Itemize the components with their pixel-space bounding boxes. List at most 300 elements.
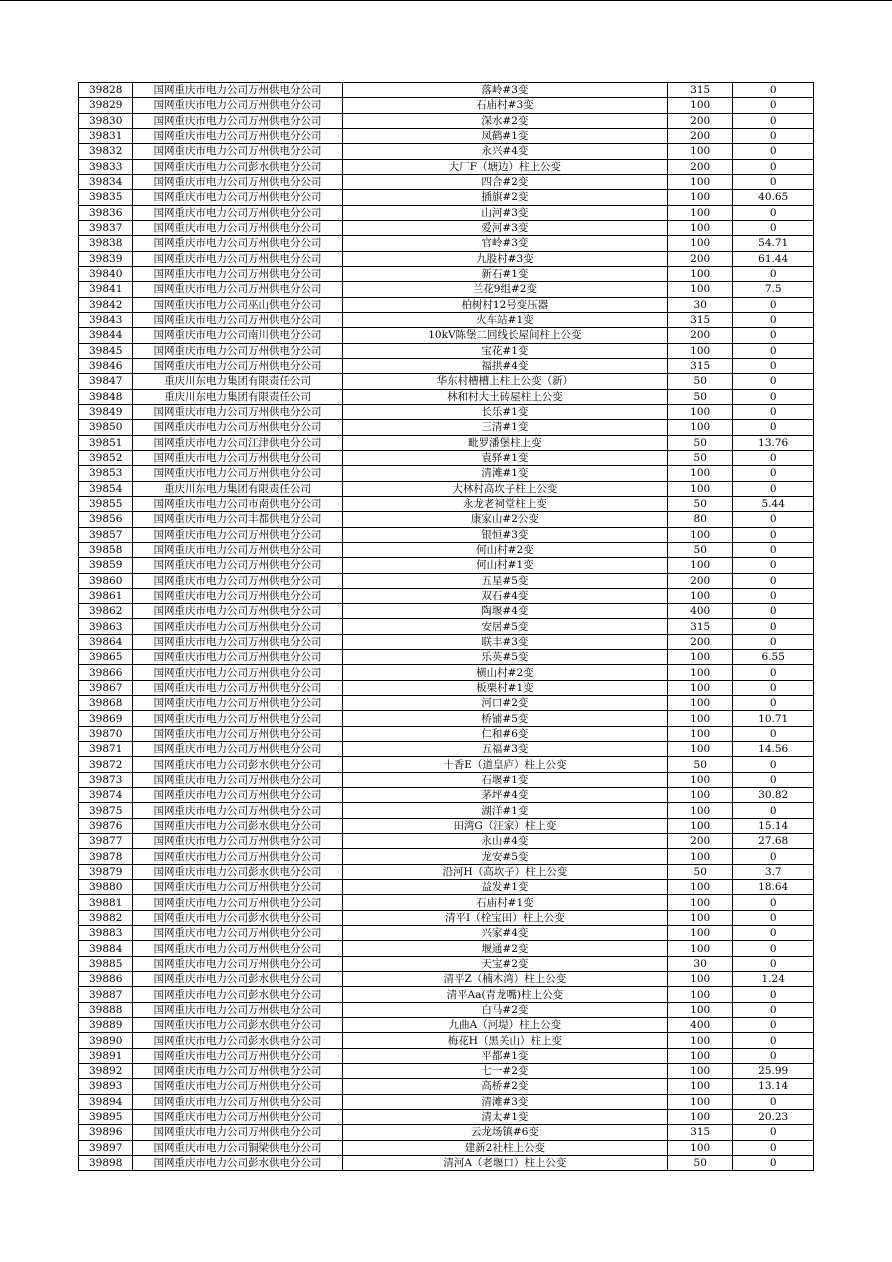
capacity-cell: 100 xyxy=(667,818,732,833)
table-row xyxy=(79,972,814,987)
table-row xyxy=(79,1048,814,1063)
row-id-cell: 39880 xyxy=(79,880,133,895)
transformer-name-cell: 河口#2变 xyxy=(342,696,667,711)
transformer-name-cell: 五福#3变 xyxy=(342,742,667,757)
capacity-cell: 100 xyxy=(667,680,732,695)
capacity-cell: 100 xyxy=(667,1033,732,1048)
row-id-cell: 39832 xyxy=(79,144,133,159)
table-row xyxy=(79,1064,814,1079)
company-cell: 国网重庆市电力公司彭水供电分公司 xyxy=(133,1018,342,1033)
transformer-name-cell: 康家山#2公变 xyxy=(342,512,667,527)
table-row xyxy=(79,358,814,373)
capacity-cell: 315 xyxy=(667,619,732,634)
row-id-cell: 39882 xyxy=(79,910,133,925)
transformer-name-cell: 福拱#4变 xyxy=(342,358,667,373)
table-row xyxy=(79,1155,814,1170)
table-row xyxy=(79,864,814,879)
capacity-cell: 50 xyxy=(667,542,732,557)
value-cell: 0 xyxy=(733,113,814,128)
value-cell: 0 xyxy=(733,941,814,956)
company-cell: 国网重庆市电力公司万州供电分公司 xyxy=(133,680,342,695)
value-cell: 0 xyxy=(733,757,814,772)
company-cell: 国网重庆市电力公司万州供电分公司 xyxy=(133,174,342,189)
value-cell: 0 xyxy=(733,680,814,695)
row-id-cell: 39871 xyxy=(79,742,133,757)
company-cell: 国网重庆市电力公司万州供电分公司 xyxy=(133,404,342,419)
company-cell: 国网重庆市电力公司万州供电分公司 xyxy=(133,1064,342,1079)
company-cell: 国网重庆市电力公司万州供电分公司 xyxy=(133,650,342,665)
table-row xyxy=(79,619,814,634)
capacity-cell: 50 xyxy=(667,450,732,465)
company-cell: 国网重庆市电力公司万州供电分公司 xyxy=(133,420,342,435)
company-cell: 国网重庆市电力公司万州供电分公司 xyxy=(133,128,342,143)
company-cell: 国网重庆市电力公司彭水供电分公司 xyxy=(133,864,342,879)
row-id-cell: 39887 xyxy=(79,987,133,1002)
value-cell: 0 xyxy=(733,634,814,649)
value-cell: 20.23 xyxy=(733,1109,814,1124)
company-cell: 国网重庆市电力公司万州供电分公司 xyxy=(133,742,342,757)
table-row xyxy=(79,343,814,358)
page-top-rule xyxy=(0,0,892,1)
table-row xyxy=(79,803,814,818)
transformer-name-cell: 长乐#1变 xyxy=(342,404,667,419)
capacity-cell: 100 xyxy=(667,1048,732,1063)
company-cell: 国网重庆市电力公司彭水供电分公司 xyxy=(133,159,342,174)
company-cell: 国网重庆市电力公司万州供电分公司 xyxy=(133,113,342,128)
value-cell: 0 xyxy=(733,328,814,343)
value-cell: 0 xyxy=(733,404,814,419)
capacity-cell: 100 xyxy=(667,1064,732,1079)
capacity-cell: 100 xyxy=(667,972,732,987)
value-cell: 5.44 xyxy=(733,496,814,511)
transformer-name-cell: 高桥#2变 xyxy=(342,1079,667,1094)
value-cell: 14.56 xyxy=(733,742,814,757)
row-id-cell: 39854 xyxy=(79,481,133,496)
value-cell: 0 xyxy=(733,772,814,787)
table-row xyxy=(79,435,814,450)
table-row xyxy=(79,1079,814,1094)
row-id-cell: 39868 xyxy=(79,696,133,711)
capacity-cell: 400 xyxy=(667,1018,732,1033)
transformer-name-cell: 山河#3变 xyxy=(342,205,667,220)
row-id-cell: 39859 xyxy=(79,558,133,573)
transformer-name-cell: 联丰#3变 xyxy=(342,634,667,649)
company-cell: 国网重庆市电力公司万州供电分公司 xyxy=(133,558,342,573)
value-cell: 0 xyxy=(733,1140,814,1155)
company-cell: 国网重庆市电力公司彭水供电分公司 xyxy=(133,818,342,833)
transformer-name-cell: 平都#1变 xyxy=(342,1048,667,1063)
company-cell: 国网重庆市电力公司市南供电分公司 xyxy=(133,496,342,511)
table-row xyxy=(79,466,814,481)
table-row xyxy=(79,512,814,527)
company-cell: 国网重庆市电力公司万州供电分公司 xyxy=(133,312,342,327)
capacity-cell: 100 xyxy=(667,588,732,603)
transformer-name-cell: 九股村#3变 xyxy=(342,251,667,266)
transformer-name-cell: 天宝#2变 xyxy=(342,956,667,971)
transformer-name-cell: 凤鹤#1变 xyxy=(342,128,667,143)
transformer-name-cell: 清平Z（楠木湾）柱上公变 xyxy=(342,972,667,987)
company-cell: 国网重庆市电力公司彭水供电分公司 xyxy=(133,1155,342,1170)
row-id-cell: 39856 xyxy=(79,512,133,527)
capacity-cell: 200 xyxy=(667,113,732,128)
capacity-cell: 200 xyxy=(667,159,732,174)
table-row xyxy=(79,282,814,297)
value-cell: 0 xyxy=(733,420,814,435)
transformer-name-cell: 双石#4变 xyxy=(342,588,667,603)
transformer-name-cell: 安居#5变 xyxy=(342,619,667,634)
company-cell: 国网重庆市电力公司万州供电分公司 xyxy=(133,466,342,481)
table-row xyxy=(79,236,814,251)
transformer-name-cell: 陶堰#4变 xyxy=(342,604,667,619)
value-cell: 0 xyxy=(733,1048,814,1063)
table-row xyxy=(79,190,814,205)
company-cell: 国网重庆市电力公司万州供电分公司 xyxy=(133,1048,342,1063)
table-row xyxy=(79,404,814,419)
value-cell: 0 xyxy=(733,1033,814,1048)
company-cell: 国网重庆市电力公司万州供电分公司 xyxy=(133,1125,342,1140)
company-cell: 国网重庆市电力公司万州供电分公司 xyxy=(133,236,342,251)
value-cell: 0 xyxy=(733,174,814,189)
capacity-cell: 200 xyxy=(667,328,732,343)
row-id-cell: 39830 xyxy=(79,113,133,128)
table-row xyxy=(79,542,814,557)
value-cell: 54.71 xyxy=(733,236,814,251)
table-row xyxy=(79,496,814,511)
table-row xyxy=(79,818,814,833)
table-row xyxy=(79,144,814,159)
row-id-cell: 39831 xyxy=(79,128,133,143)
table-row xyxy=(79,880,814,895)
value-cell: 0 xyxy=(733,696,814,711)
row-id-cell: 39849 xyxy=(79,404,133,419)
company-cell: 国网重庆市电力公司铜梁供电分公司 xyxy=(133,1140,342,1155)
company-cell: 国网重庆市电力公司万州供电分公司 xyxy=(133,956,342,971)
row-id-cell: 39886 xyxy=(79,972,133,987)
company-cell: 国网重庆市电力公司万州供电分公司 xyxy=(133,788,342,803)
transformer-name-cell: 梅花H（黑关山）柱上变 xyxy=(342,1033,667,1048)
value-cell: 0 xyxy=(733,573,814,588)
transformer-name-cell: 横山村#2变 xyxy=(342,665,667,680)
table-row xyxy=(79,128,814,143)
table-row xyxy=(79,312,814,327)
value-cell: 0 xyxy=(733,159,814,174)
table-row xyxy=(79,573,814,588)
table-row xyxy=(79,374,814,389)
row-id-cell: 39858 xyxy=(79,542,133,557)
table-row xyxy=(79,634,814,649)
value-cell: 0 xyxy=(733,1094,814,1109)
company-cell: 重庆川东电力集团有限责任公司 xyxy=(133,389,342,404)
company-cell: 国网重庆市电力公司万州供电分公司 xyxy=(133,895,342,910)
table-row xyxy=(79,604,814,619)
company-cell: 国网重庆市电力公司万州供电分公司 xyxy=(133,803,342,818)
company-cell: 国网重庆市电力公司万州供电分公司 xyxy=(133,880,342,895)
table-row xyxy=(79,113,814,128)
company-cell: 国网重庆市电力公司巫山供电分公司 xyxy=(133,297,342,312)
transformer-name-cell: 仁和#6变 xyxy=(342,726,667,741)
company-cell: 国网重庆市电力公司彭水供电分公司 xyxy=(133,972,342,987)
row-id-cell: 39892 xyxy=(79,1064,133,1079)
table-row xyxy=(79,159,814,174)
capacity-cell: 100 xyxy=(667,1094,732,1109)
company-cell: 国网重庆市电力公司万州供电分公司 xyxy=(133,98,342,113)
transformer-table xyxy=(78,82,814,1171)
capacity-cell: 50 xyxy=(667,389,732,404)
transformer-name-cell: 华东村槽槽上柱上公变（新） xyxy=(342,374,667,389)
capacity-cell: 100 xyxy=(667,696,732,711)
table-row xyxy=(79,941,814,956)
value-cell: 0 xyxy=(733,358,814,373)
company-cell: 国网重庆市电力公司万州供电分公司 xyxy=(133,83,342,98)
capacity-cell: 100 xyxy=(667,987,732,1002)
value-cell: 0 xyxy=(733,604,814,619)
row-id-cell: 39848 xyxy=(79,389,133,404)
table-row xyxy=(79,98,814,113)
row-id-cell: 39884 xyxy=(79,941,133,956)
table-row xyxy=(79,696,814,711)
row-id-cell: 39860 xyxy=(79,573,133,588)
company-cell: 国网重庆市电力公司万州供电分公司 xyxy=(133,205,342,220)
row-id-cell: 39874 xyxy=(79,788,133,803)
transformer-name-cell: 落岭#3变 xyxy=(342,83,667,98)
row-id-cell: 39893 xyxy=(79,1079,133,1094)
transformer-name-cell: 五星#5变 xyxy=(342,573,667,588)
table-row xyxy=(79,895,814,910)
transformer-name-cell: 龙安#5变 xyxy=(342,849,667,864)
row-id-cell: 39863 xyxy=(79,619,133,634)
company-cell: 国网重庆市电力公司万州供电分公司 xyxy=(133,588,342,603)
transformer-name-cell: 深水#2变 xyxy=(342,113,667,128)
capacity-cell: 200 xyxy=(667,634,732,649)
table-row xyxy=(79,711,814,726)
table-row xyxy=(79,742,814,757)
company-cell: 国网重庆市电力公司万州供电分公司 xyxy=(133,573,342,588)
value-cell: 0 xyxy=(733,128,814,143)
value-cell: 0 xyxy=(733,895,814,910)
capacity-cell: 100 xyxy=(667,190,732,205)
row-id-cell: 39833 xyxy=(79,159,133,174)
company-cell: 国网重庆市电力公司万州供电分公司 xyxy=(133,772,342,787)
table-row xyxy=(79,205,814,220)
transformer-name-cell: 益发#1变 xyxy=(342,880,667,895)
value-cell: 0 xyxy=(733,312,814,327)
row-id-cell: 39836 xyxy=(79,205,133,220)
company-cell: 国网重庆市电力公司万州供电分公司 xyxy=(133,634,342,649)
capacity-cell: 100 xyxy=(667,650,732,665)
value-cell: 0 xyxy=(733,343,814,358)
table-row xyxy=(79,297,814,312)
table-row xyxy=(79,849,814,864)
transformer-name-cell: 石庙村#1变 xyxy=(342,895,667,910)
company-cell: 国网重庆市电力公司万州供电分公司 xyxy=(133,527,342,542)
company-cell: 国网重庆市电力公司万州供电分公司 xyxy=(133,358,342,373)
row-id-cell: 39850 xyxy=(79,420,133,435)
transformer-name-cell: 七一#2变 xyxy=(342,1064,667,1079)
table-row xyxy=(79,665,814,680)
row-id-cell: 39844 xyxy=(79,328,133,343)
transformer-name-cell: 四合#2变 xyxy=(342,174,667,189)
table-row xyxy=(79,987,814,1002)
value-cell: 1.24 xyxy=(733,972,814,987)
company-cell: 国网重庆市电力公司万州供电分公司 xyxy=(133,1002,342,1017)
table-row xyxy=(79,910,814,925)
company-cell: 国网重庆市电力公司彭水供电分公司 xyxy=(133,910,342,925)
table-body xyxy=(79,83,814,1171)
capacity-cell: 100 xyxy=(667,1109,732,1124)
value-cell: 0 xyxy=(733,83,814,98)
table-row xyxy=(79,83,814,98)
company-cell: 国网重庆市电力公司万州供电分公司 xyxy=(133,941,342,956)
company-cell: 国网重庆市电力公司丰都供电分公司 xyxy=(133,512,342,527)
table-row xyxy=(79,926,814,941)
company-cell: 国网重庆市电力公司万州供电分公司 xyxy=(133,220,342,235)
value-cell: 0 xyxy=(733,1002,814,1017)
transformer-name-cell: 九曲A（河堤）柱上公变 xyxy=(342,1018,667,1033)
capacity-cell: 100 xyxy=(667,849,732,864)
transformer-name-cell: 石庙村#3变 xyxy=(342,98,667,113)
value-cell: 0 xyxy=(733,1018,814,1033)
value-cell: 0 xyxy=(733,205,814,220)
value-cell: 0 xyxy=(733,542,814,557)
capacity-cell: 100 xyxy=(667,266,732,281)
company-cell: 国网重庆市电力公司万州供电分公司 xyxy=(133,1109,342,1124)
table-row xyxy=(79,757,814,772)
value-cell: 40.65 xyxy=(733,190,814,205)
row-id-cell: 39872 xyxy=(79,757,133,772)
row-id-cell: 39864 xyxy=(79,634,133,649)
value-cell: 0 xyxy=(733,588,814,603)
capacity-cell: 100 xyxy=(667,941,732,956)
row-id-cell: 39839 xyxy=(79,251,133,266)
capacity-cell: 100 xyxy=(667,1079,732,1094)
company-cell: 国网重庆市电力公司万州供电分公司 xyxy=(133,619,342,634)
transformer-name-cell: 三清#1变 xyxy=(342,420,667,435)
row-id-cell: 39869 xyxy=(79,711,133,726)
row-id-cell: 39896 xyxy=(79,1125,133,1140)
row-id-cell: 39875 xyxy=(79,803,133,818)
row-id-cell: 39867 xyxy=(79,680,133,695)
row-id-cell: 39855 xyxy=(79,496,133,511)
row-id-cell: 39846 xyxy=(79,358,133,373)
capacity-cell: 100 xyxy=(667,236,732,251)
row-id-cell: 39885 xyxy=(79,956,133,971)
capacity-cell: 315 xyxy=(667,312,732,327)
capacity-cell: 200 xyxy=(667,834,732,849)
company-cell: 国网重庆市电力公司万州供电分公司 xyxy=(133,1079,342,1094)
table-row xyxy=(79,1033,814,1048)
transformer-name-cell: 石堰#1变 xyxy=(342,772,667,787)
table-row xyxy=(79,266,814,281)
capacity-cell: 100 xyxy=(667,726,732,741)
transformer-name-cell: 桥铺#5变 xyxy=(342,711,667,726)
transformer-name-cell: 沿河H（高坎子）柱上公变 xyxy=(342,864,667,879)
row-id-cell: 39888 xyxy=(79,1002,133,1017)
capacity-cell: 50 xyxy=(667,374,732,389)
transformer-name-cell: 清平I（栓宝田）柱上公变 xyxy=(342,910,667,925)
value-cell: 15.14 xyxy=(733,818,814,833)
value-cell: 0 xyxy=(733,956,814,971)
value-cell: 0 xyxy=(733,849,814,864)
capacity-cell: 100 xyxy=(667,205,732,220)
row-id-cell: 39861 xyxy=(79,588,133,603)
company-cell: 国网重庆市电力公司万州供电分公司 xyxy=(133,251,342,266)
company-cell: 国网重庆市电力公司万州供电分公司 xyxy=(133,190,342,205)
row-id-cell: 39852 xyxy=(79,450,133,465)
value-cell: 6.55 xyxy=(733,650,814,665)
value-cell: 0 xyxy=(733,481,814,496)
table-row xyxy=(79,389,814,404)
company-cell: 国网重庆市电力公司万州供电分公司 xyxy=(133,696,342,711)
row-id-cell: 39881 xyxy=(79,895,133,910)
transformer-name-cell: 堰通#2变 xyxy=(342,941,667,956)
transformer-name-cell: 何山村#1变 xyxy=(342,558,667,573)
table-row xyxy=(79,558,814,573)
company-cell: 国网重庆市电力公司万州供电分公司 xyxy=(133,542,342,557)
capacity-cell: 315 xyxy=(667,1125,732,1140)
capacity-cell: 100 xyxy=(667,420,732,435)
table-row xyxy=(79,174,814,189)
transformer-name-cell: 板栗村#1变 xyxy=(342,680,667,695)
transformer-name-cell: 永兴#4变 xyxy=(342,144,667,159)
transformer-name-cell: 清平Aa(青龙嘴)柱上公变 xyxy=(342,987,667,1002)
capacity-cell: 100 xyxy=(667,665,732,680)
company-cell: 国网重庆市电力公司万州供电分公司 xyxy=(133,711,342,726)
company-cell: 国网重庆市电力公司江津供电分公司 xyxy=(133,435,342,450)
value-cell: 3.7 xyxy=(733,864,814,879)
transformer-name-cell: 新石#1变 xyxy=(342,266,667,281)
row-id-cell: 39883 xyxy=(79,926,133,941)
row-id-cell: 39842 xyxy=(79,297,133,312)
row-id-cell: 39877 xyxy=(79,834,133,849)
transformer-name-cell: 永龙老祠堂柱上变 xyxy=(342,496,667,511)
capacity-cell: 200 xyxy=(667,128,732,143)
value-cell: 0 xyxy=(733,220,814,235)
company-cell: 国网重庆市电力公司万州供电分公司 xyxy=(133,282,342,297)
row-id-cell: 39847 xyxy=(79,374,133,389)
value-cell: 27.68 xyxy=(733,834,814,849)
capacity-cell: 80 xyxy=(667,512,732,527)
capacity-cell: 100 xyxy=(667,772,732,787)
capacity-cell: 100 xyxy=(667,220,732,235)
value-cell: 0 xyxy=(733,558,814,573)
capacity-cell: 315 xyxy=(667,358,732,373)
value-cell: 0 xyxy=(733,527,814,542)
table-row xyxy=(79,834,814,849)
value-cell: 0 xyxy=(733,374,814,389)
row-id-cell: 39840 xyxy=(79,266,133,281)
value-cell: 0 xyxy=(733,466,814,481)
table-row xyxy=(79,527,814,542)
capacity-cell: 100 xyxy=(667,788,732,803)
company-cell: 国网重庆市电力公司万州供电分公司 xyxy=(133,926,342,941)
transformer-name-cell: 银恒#3变 xyxy=(342,527,667,542)
value-cell: 61.44 xyxy=(733,251,814,266)
transformer-name-cell: 兰花9组#2变 xyxy=(342,282,667,297)
table-row xyxy=(79,1125,814,1140)
value-cell: 0 xyxy=(733,1125,814,1140)
transformer-name-cell: 茅坪#4变 xyxy=(342,788,667,803)
table-row xyxy=(79,788,814,803)
capacity-cell: 100 xyxy=(667,343,732,358)
transformer-name-cell: 田湾G（汪家）柱上变 xyxy=(342,818,667,833)
table-row xyxy=(79,1018,814,1033)
row-id-cell: 39866 xyxy=(79,665,133,680)
table-row xyxy=(79,220,814,235)
table-row xyxy=(79,726,814,741)
company-cell: 国网重庆市电力公司万州供电分公司 xyxy=(133,665,342,680)
transformer-name-cell: 火车站#1变 xyxy=(342,312,667,327)
value-cell: 0 xyxy=(733,450,814,465)
